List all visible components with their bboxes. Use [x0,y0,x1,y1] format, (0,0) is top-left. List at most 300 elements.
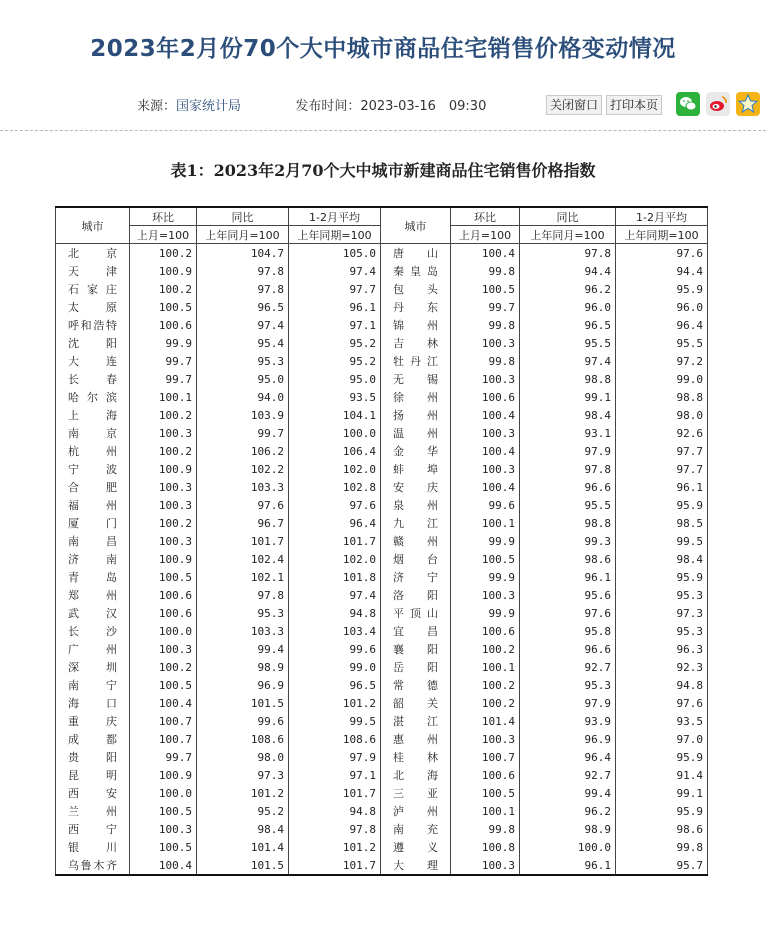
city-cell: 南京 [56,424,130,442]
avg-cell: 101.8 [289,568,381,586]
city-cell: 金华 [381,442,451,460]
weibo-icon [706,92,730,116]
mom-cell: 100.5 [130,802,197,820]
city-cell: 宜昌 [381,622,451,640]
city-cell: 大连 [56,352,130,370]
city-cell: 海口 [56,694,130,712]
mom-cell: 100.5 [451,784,520,802]
table-row [56,388,708,406]
source-label: 来源： [137,99,177,114]
city-cell: 宁波 [56,460,130,478]
city-cell: 福州 [56,496,130,514]
avg-cell: 96.0 [616,298,708,316]
price-index-table [55,206,708,876]
yoy-cell: 95.3 [520,676,616,694]
yoy-cell: 98.8 [520,370,616,388]
city-cell: 赣州 [381,532,451,550]
mom-cell: 100.2 [130,280,197,298]
mom-cell: 100.1 [451,802,520,820]
avg-cell: 95.2 [289,334,381,352]
avg-cell: 96.1 [616,478,708,496]
city-cell: 成都 [56,730,130,748]
mom-cell: 100.6 [451,388,520,406]
avg-cell: 106.4 [289,442,381,460]
yoy-cell: 102.2 [197,460,289,478]
mom-cell: 100.0 [130,784,197,802]
mom-cell: 100.3 [130,820,197,838]
avg-cell: 99.5 [616,532,708,550]
city-cell: 牡丹江 [381,352,451,370]
yoy-cell: 97.6 [520,604,616,622]
table-row [56,550,708,568]
avg-cell: 97.1 [289,316,381,334]
avg-cell: 102.0 [289,550,381,568]
avg-cell: 98.8 [616,388,708,406]
table-row [56,352,708,370]
avg-cell: 93.5 [289,388,381,406]
city-cell: 南宁 [56,676,130,694]
mom-cell: 100.8 [451,838,520,856]
city-header: 城市 [381,207,451,244]
mom-cell: 99.7 [130,352,197,370]
table-row [56,856,708,875]
avg-cell: 95.9 [616,496,708,514]
city-cell: 惠州 [381,730,451,748]
mom-cell: 100.5 [130,676,197,694]
city-cell: 天津 [56,262,130,280]
mom-cell: 100.3 [451,424,520,442]
mom-header: 环比 [130,207,197,226]
table-row [56,442,708,460]
yoy-cell: 95.5 [520,334,616,352]
table-caption: 表1：2023年2月70个大中城市新建商品住宅销售价格指数 [170,161,596,180]
close-window-button[interactable]: 关闭窗口 [546,95,602,115]
yoy-cell: 94.4 [520,262,616,280]
table-row [56,298,708,316]
mom-cell: 100.5 [451,280,520,298]
mom-cell: 99.8 [451,820,520,838]
mom-cell: 100.1 [130,388,197,406]
avg-cell: 102.0 [289,460,381,478]
yoy-cell: 96.6 [520,478,616,496]
mom-cell: 99.8 [451,262,520,280]
city-cell: 洛阳 [381,586,451,604]
yoy-cell: 101.7 [197,532,289,550]
mom-cell: 99.9 [451,604,520,622]
avg-cell: 94.8 [616,676,708,694]
mom-cell: 100.5 [130,298,197,316]
yoy-cell: 96.9 [520,730,616,748]
city-cell: 湛江 [381,712,451,730]
city-cell: 杭州 [56,442,130,460]
yoy-cell: 99.7 [197,424,289,442]
page-title: 2023年2月份70个大中城市商品住宅销售价格变动情况 [90,36,676,62]
table-row [56,424,708,442]
yoy-cell: 98.8 [520,514,616,532]
yoy-cell: 93.9 [520,712,616,730]
city-cell: 九江 [381,514,451,532]
avg-cell: 98.5 [616,514,708,532]
mom-cell: 99.9 [130,334,197,352]
avg-cell: 94.8 [289,802,381,820]
mom-cell: 99.8 [451,316,520,334]
weibo-share-button[interactable] [706,92,730,116]
yoy-cell: 99.4 [520,784,616,802]
yoy-header: 同比 [197,207,289,226]
city-cell: 遵义 [381,838,451,856]
avg-subheader: 上年同期=100 [289,226,381,244]
avg-cell: 101.7 [289,856,381,875]
table-row [56,694,708,712]
mom-cell: 100.3 [451,856,520,875]
city-cell: 深圳 [56,658,130,676]
avg-cell: 95.7 [616,856,708,875]
table-row [56,370,708,388]
article-meta [137,95,486,114]
mom-cell: 100.4 [451,442,520,460]
yoy-cell: 99.4 [197,640,289,658]
mom-cell: 100.3 [451,370,520,388]
yoy-cell: 96.5 [520,316,616,334]
city-cell: 泸州 [381,802,451,820]
city-cell: 沈阳 [56,334,130,352]
mom-cell: 100.0 [130,622,197,640]
avg-cell: 97.3 [616,604,708,622]
yoy-subheader: 上年同月=100 [520,226,616,244]
yoy-cell: 101.5 [197,856,289,875]
yoy-cell: 100.0 [520,838,616,856]
city-cell: 银川 [56,838,130,856]
mom-cell: 99.7 [130,370,197,388]
yoy-cell: 104.7 [197,244,289,263]
avg-subheader: 上年同期=100 [616,226,708,244]
avg-cell: 97.8 [289,820,381,838]
yoy-cell: 95.3 [197,604,289,622]
city-cell: 西安 [56,784,130,802]
yoy-cell: 103.3 [197,478,289,496]
yoy-cell: 99.1 [520,388,616,406]
mom-cell: 100.4 [451,406,520,424]
avg-cell: 95.2 [289,352,381,370]
avg-cell: 95.9 [616,280,708,298]
city-cell: 石家庄 [56,280,130,298]
yoy-cell: 97.8 [520,460,616,478]
avg-header: 1-2月平均 [616,207,708,226]
table-body [56,244,708,876]
mom-cell: 100.4 [451,244,520,263]
yoy-cell: 97.9 [520,694,616,712]
mom-cell: 100.3 [130,424,197,442]
city-cell: 北京 [56,244,130,263]
yoy-subheader: 上年同月=100 [197,226,289,244]
yoy-cell: 92.7 [520,766,616,784]
print-page-button[interactable]: 打印本页 [606,95,662,115]
published-time: 2023-03-16 09:30 [360,99,487,114]
yoy-cell: 97.6 [197,496,289,514]
city-cell: 昆明 [56,766,130,784]
city-cell: 长沙 [56,622,130,640]
avg-cell: 97.6 [616,694,708,712]
mom-cell: 100.3 [130,496,197,514]
table-row [56,568,708,586]
yoy-cell: 95.6 [520,586,616,604]
city-cell: 无锡 [381,370,451,388]
avg-cell: 98.6 [616,820,708,838]
mom-subheader: 上月=100 [130,226,197,244]
yoy-cell: 103.3 [197,622,289,640]
avg-cell: 98.4 [616,550,708,568]
city-cell: 泉州 [381,496,451,514]
table-row [56,640,708,658]
table-row [56,802,708,820]
avg-cell: 103.4 [289,622,381,640]
city-cell: 丹东 [381,298,451,316]
mom-cell: 100.6 [130,604,197,622]
city-cell: 济南 [56,550,130,568]
city-cell: 武汉 [56,604,130,622]
yoy-cell: 97.4 [197,316,289,334]
avg-cell: 94.8 [289,604,381,622]
yoy-cell: 95.5 [520,496,616,514]
yoy-cell: 95.4 [197,334,289,352]
avg-cell: 91.4 [616,766,708,784]
wechat-icon [676,92,700,116]
city-cell: 太原 [56,298,130,316]
mom-cell: 100.2 [130,514,197,532]
yoy-cell: 98.9 [520,820,616,838]
avg-cell: 96.4 [289,514,381,532]
city-cell: 郑州 [56,586,130,604]
avg-cell: 97.6 [289,496,381,514]
avg-cell: 97.9 [289,748,381,766]
yoy-cell: 97.8 [197,586,289,604]
yoy-cell: 95.3 [197,352,289,370]
avg-cell: 95.9 [616,802,708,820]
city-cell: 哈尔滨 [56,388,130,406]
mom-cell: 100.4 [130,856,197,875]
yoy-cell: 99.3 [520,532,616,550]
avg-cell: 97.1 [289,766,381,784]
table-row [56,676,708,694]
table-row [56,280,708,298]
avg-cell: 101.7 [289,784,381,802]
city-cell: 青岛 [56,568,130,586]
avg-cell: 99.0 [289,658,381,676]
city-cell: 岳阳 [381,658,451,676]
avg-cell: 101.2 [289,694,381,712]
avg-cell: 100.0 [289,424,381,442]
city-cell: 蚌埠 [381,460,451,478]
yoy-cell: 97.4 [520,352,616,370]
yoy-cell: 98.6 [520,550,616,568]
mom-cell: 100.3 [451,586,520,604]
mom-cell: 100.4 [451,478,520,496]
city-cell: 唐山 [381,244,451,263]
yoy-cell: 96.5 [197,298,289,316]
city-cell: 韶关 [381,694,451,712]
table-row [56,334,708,352]
avg-cell: 104.1 [289,406,381,424]
mom-cell: 100.2 [451,694,520,712]
mom-header: 环比 [451,207,520,226]
yoy-cell: 97.9 [520,442,616,460]
city-cell: 平顶山 [381,604,451,622]
yoy-cell: 97.3 [197,766,289,784]
yoy-cell: 97.8 [520,244,616,263]
avg-cell: 95.9 [616,568,708,586]
city-cell: 烟台 [381,550,451,568]
avg-cell: 94.4 [616,262,708,280]
mom-cell: 99.6 [451,496,520,514]
city-cell: 徐州 [381,388,451,406]
table-row [56,838,708,856]
city-cell: 贵阳 [56,748,130,766]
table-row [56,478,708,496]
table-row [56,820,708,838]
city-cell: 乌鲁木齐 [56,856,130,875]
avg-cell: 95.0 [289,370,381,388]
mom-cell: 100.9 [130,460,197,478]
mom-cell: 100.2 [451,640,520,658]
table-row [56,262,708,280]
yoy-cell: 103.9 [197,406,289,424]
mom-cell: 100.2 [130,658,197,676]
yoy-cell: 96.2 [520,280,616,298]
city-cell: 广州 [56,640,130,658]
city-cell: 兰州 [56,802,130,820]
avg-cell: 105.0 [289,244,381,263]
avg-cell: 101.7 [289,532,381,550]
avg-cell: 92.6 [616,424,708,442]
mom-cell: 100.6 [451,766,520,784]
source-link[interactable]: 国家统计局 [176,99,242,114]
yoy-cell: 101.2 [197,784,289,802]
table-row [56,244,708,263]
yoy-cell: 101.5 [197,694,289,712]
avg-cell: 97.4 [289,586,381,604]
table-row [56,658,708,676]
avg-cell: 97.4 [289,262,381,280]
city-cell: 桂林 [381,748,451,766]
city-cell: 长春 [56,370,130,388]
yoy-cell: 96.0 [520,298,616,316]
yoy-cell: 96.7 [197,514,289,532]
yoy-cell: 92.7 [520,658,616,676]
mom-cell: 99.8 [451,352,520,370]
divider [0,130,766,131]
city-cell: 济宁 [381,568,451,586]
mom-cell: 101.4 [451,712,520,730]
yoy-cell: 98.4 [197,820,289,838]
wechat-share-button[interactable] [676,92,700,116]
yoy-cell: 97.8 [197,280,289,298]
table-row [56,766,708,784]
mom-cell: 100.7 [130,712,197,730]
mom-cell: 100.1 [451,658,520,676]
yoy-header: 同比 [520,207,616,226]
yoy-cell: 97.8 [197,262,289,280]
city-cell: 厦门 [56,514,130,532]
city-cell: 吉林 [381,334,451,352]
yoy-cell: 95.2 [197,802,289,820]
mom-cell: 100.6 [130,586,197,604]
yoy-cell: 96.1 [520,568,616,586]
avg-cell: 97.7 [616,460,708,478]
yoy-cell: 98.9 [197,658,289,676]
mom-cell: 99.9 [451,532,520,550]
mom-subheader: 上月=100 [451,226,520,244]
avg-cell: 96.4 [616,316,708,334]
mom-cell: 99.7 [130,748,197,766]
mom-cell: 100.6 [130,316,197,334]
yoy-cell: 96.1 [520,856,616,875]
city-cell: 北海 [381,766,451,784]
mom-cell: 100.3 [451,334,520,352]
mom-cell: 100.9 [130,262,197,280]
table-row [56,622,708,640]
avg-cell: 98.0 [616,406,708,424]
table-row [56,730,708,748]
mom-cell: 99.9 [451,568,520,586]
yoy-cell: 108.6 [197,730,289,748]
city-cell: 呼和浩特 [56,316,130,334]
avg-cell: 101.2 [289,838,381,856]
mom-cell: 99.7 [451,298,520,316]
mom-cell: 100.3 [130,478,197,496]
avg-cell: 95.9 [616,748,708,766]
yoy-cell: 101.4 [197,838,289,856]
qzone-share-button[interactable] [736,92,760,116]
mom-cell: 100.3 [451,730,520,748]
avg-cell: 96.3 [616,640,708,658]
city-cell: 安庆 [381,478,451,496]
avg-cell: 99.6 [289,640,381,658]
yoy-cell: 96.9 [197,676,289,694]
avg-cell: 108.6 [289,730,381,748]
table-row [56,460,708,478]
city-cell: 秦皇岛 [381,262,451,280]
city-cell: 大理 [381,856,451,875]
avg-cell: 97.7 [616,442,708,460]
mom-cell: 100.2 [130,244,197,263]
city-cell: 合肥 [56,478,130,496]
city-cell: 南昌 [56,532,130,550]
mom-cell: 100.5 [130,568,197,586]
yoy-cell: 99.6 [197,712,289,730]
yoy-cell: 96.6 [520,640,616,658]
avg-cell: 97.6 [616,244,708,263]
yoy-cell: 95.0 [197,370,289,388]
mom-cell: 100.3 [451,460,520,478]
mom-cell: 100.7 [451,748,520,766]
avg-cell: 97.7 [289,280,381,298]
city-cell: 南充 [381,820,451,838]
mom-cell: 100.1 [451,514,520,532]
avg-cell: 97.2 [616,352,708,370]
city-cell: 常德 [381,676,451,694]
table-row [56,604,708,622]
mom-cell: 100.3 [130,640,197,658]
table-row [56,406,708,424]
yoy-cell: 93.1 [520,424,616,442]
avg-cell: 95.3 [616,622,708,640]
avg-cell: 99.1 [616,784,708,802]
city-cell: 上海 [56,406,130,424]
yoy-cell: 95.8 [520,622,616,640]
published-label: 发布时间： [295,99,361,114]
avg-cell: 102.8 [289,478,381,496]
mom-cell: 100.9 [130,550,197,568]
